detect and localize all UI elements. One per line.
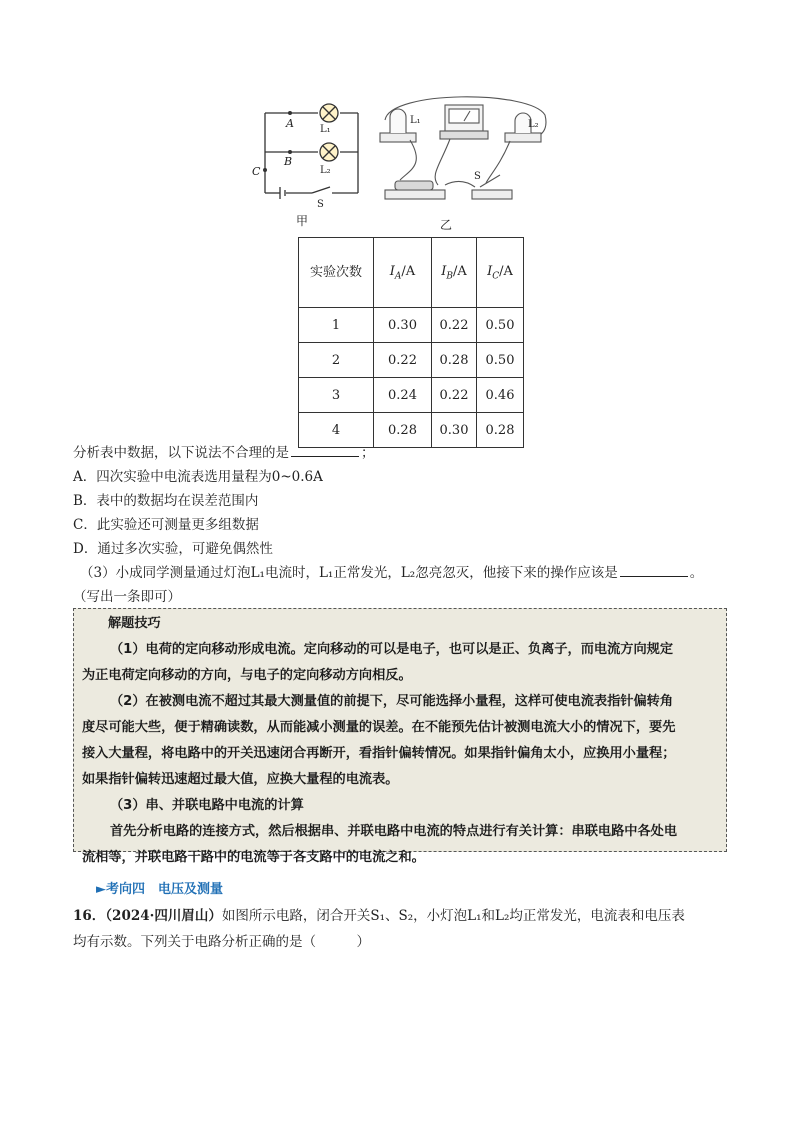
question-part3: （3）小成同学测量通过灯泡L₁电流时，L₁正常发光，L₂忽亮忽灭，他接下来的操作应该是 。: [80, 562, 703, 584]
table-cell: 1: [299, 308, 374, 343]
table-header-ib: $I_B/A$: [432, 238, 477, 308]
table-header-trial: 实验次数: [299, 238, 374, 308]
tips-p2-line1: （2）在被测电流不超过其最大测量值的前提下，尽可能选择小量程，这样可使电流表指针偏转角: [110, 694, 674, 709]
option-d: D．通过多次实验，可避免偶然性: [73, 541, 273, 557]
question-16-line1: 16．（2024·四川眉山）如图所示电路，闭合开关S₁、S₂，小灯泡L₁和L₂均正常发光，电流表和电压表: [73, 908, 685, 924]
question-source: （2024·四川眉山）: [105, 908, 222, 924]
table-cell: 4: [299, 413, 374, 448]
physical-setup-yi: [380, 97, 546, 199]
table-row: [299, 343, 524, 378]
table-cell: 2: [299, 343, 374, 378]
question-prompt: 分析表中数据，以下说法不合理的是 ；: [73, 442, 375, 464]
data-table: [298, 237, 524, 448]
table-cell: 0.28: [432, 343, 477, 378]
table-cell: 0.22: [374, 343, 432, 378]
option-c: C．此实验还可测量更多组数据: [73, 517, 259, 533]
table-cell: 0.50: [477, 343, 524, 378]
table-cell: 0.30: [374, 308, 432, 343]
lamp-l1-label: L₁: [320, 124, 331, 135]
table-header-ic: $I_C/A$: [477, 238, 524, 308]
tips-p3-line2: 流相等，并联电路干路中的电流等于各支路中的电流之和。: [82, 850, 425, 865]
switch-label-jia: S: [317, 199, 324, 210]
table-cell: 0.50: [477, 308, 524, 343]
tips-box: [73, 608, 727, 865]
option-b: B．表中的数据均在误差范围内: [73, 493, 259, 509]
table-cell: 0.22: [432, 308, 477, 343]
table-cell: 0.28: [374, 413, 432, 448]
table-header-ia: $I_A/A$: [374, 238, 432, 308]
point-c-label: C: [252, 165, 261, 178]
answer-blank: [291, 442, 359, 457]
table-header-row: [299, 238, 524, 308]
table-cell: 0.30: [432, 413, 477, 448]
circuit-diagram-jia: [265, 104, 358, 199]
section-title: ►考向四 电压及测量: [96, 882, 223, 897]
lamp-l2-label-yi: L₂: [528, 119, 539, 130]
answer-blank: [620, 562, 688, 577]
option-a: A．四次实验中电流表选用量程为0~0.6A: [73, 469, 323, 485]
tips-p2-line2: 度尽可能大些，便于精确读数，从而能减小测量的误差。在不能预先估计被测电流大小的情况下，要先: [82, 720, 676, 735]
question-number: 16．: [73, 908, 106, 924]
table-cell: 0.46: [477, 378, 524, 413]
table-cell: 0.24: [374, 378, 432, 413]
tips-p1-line1: （1）电荷的定向移动形成电流。定向移动的可以是电子，也可以是正、负离子，而电流方向规定: [110, 642, 674, 657]
tips-title: 解题技巧: [108, 616, 161, 631]
tips-p2-line3: 接入大量程，将电路中的开关迅速闭合再断开，看指针偏转情况。如果指针偏角太小，应换用小量程；: [82, 746, 676, 761]
tips-p2-line4: 如果指针偏转迅速超过最大值，应换大量程的电流表。: [82, 772, 399, 787]
figure-label-yi: 乙: [440, 218, 453, 232]
question-part3-note: （写出一条即可）: [73, 589, 181, 605]
figure-label-jia: 甲: [296, 214, 309, 228]
table-cell: 0.22: [432, 378, 477, 413]
question-16-line2: 均有示数。下列关于电路分析正确的是（ ）: [73, 934, 370, 950]
table-row: [299, 378, 524, 413]
switch-label-yi: S: [474, 171, 481, 182]
table-cell: 3: [299, 378, 374, 413]
point-b-label: B: [284, 155, 293, 168]
point-a-label: A: [286, 117, 294, 130]
lamp-l2-label: L₂: [320, 165, 331, 176]
table-cell: 0.28: [477, 413, 524, 448]
table-row: [299, 308, 524, 343]
tips-p1-line2: 为正电荷定向移动的方向，与电子的定向移动方向相反。: [82, 668, 412, 683]
circuit-figure: [250, 95, 550, 235]
tips-p3-title: （3）串、并联电路中电流的计算: [110, 798, 304, 813]
lamp-l1-label-yi: L₁: [410, 115, 421, 126]
tips-p3-line1: 首先分析电路的连接方式，然后根据串、并联电路中电流的特点进行有关计算：串联电路中各处电: [110, 824, 678, 839]
